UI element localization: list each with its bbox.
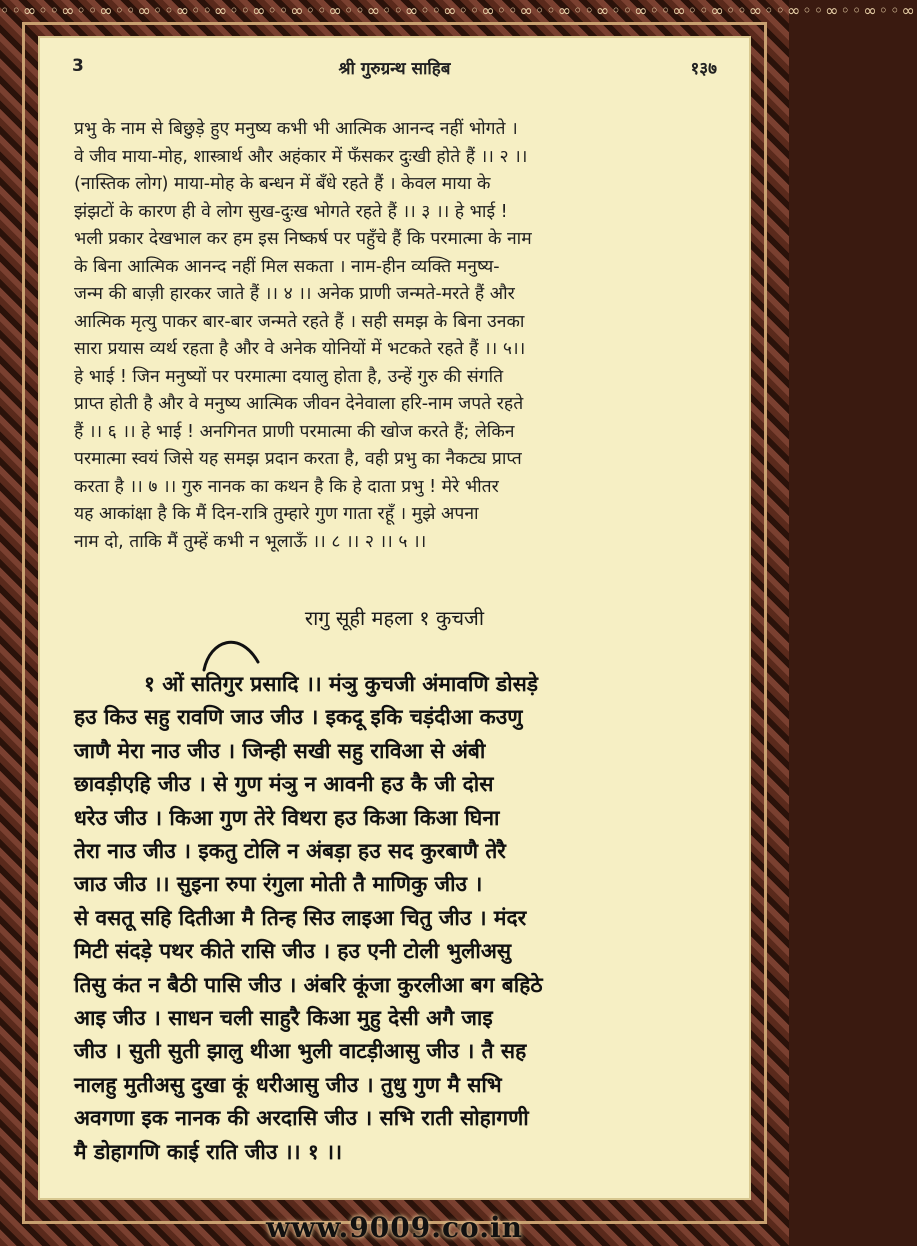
translation-line: प्राप्त होती है और वे मनुष्य आत्मिक जीवन देनेवाला हरि-नाम जपते रहते bbox=[74, 394, 524, 414]
translation-line: भली प्रकार देखभाल कर हम इस निष्कर्ष पर पहुँचे हैं कि परमात्मा के नाम bbox=[74, 229, 532, 249]
onkar-arc-mark bbox=[196, 632, 266, 672]
translation-line: के बिना आत्मिक आनन्द नहीं मिल सकता । नाम-हीन व्यक्ति मनुष्य- bbox=[74, 256, 500, 277]
gurbani-line: मै डोहागणि काई राति जीउ ।। १ ।। bbox=[74, 1139, 343, 1164]
gurbani-line: जाणै मेरा नाउ जीउ । जिन्ही सखी सहु राविआ से अंबी bbox=[74, 738, 486, 763]
book-page bbox=[38, 36, 751, 1200]
gurbani-line: तिसु कंत न बैठी पासि जीउ । अंबरि कूंजा कुरलीआ बग बहिठे bbox=[74, 972, 543, 997]
gurbani-line: जीउ । सुती सुती झालु थीआ भुली वाटड़ीआसु जीउ । तै सह bbox=[74, 1039, 527, 1064]
page-header bbox=[38, 56, 751, 86]
translation-line: परमात्मा स्वयं जिसे यह समझ प्रदान करता है, वही प्रभु का नैकट्य प्राप्त bbox=[74, 449, 522, 469]
translation-text bbox=[74, 116, 722, 556]
translation-line: हे भाई ! जिन मनुष्यों पर परमात्मा दयालु होता है, उन्हें गुरु की संगति bbox=[74, 366, 504, 387]
site-watermark[interactable]: www.9009.co.in bbox=[266, 1211, 523, 1244]
page-title: श्री गुरुग्रन्थ साहिब bbox=[338, 59, 451, 79]
gurbani-line: आइ जीउ । साधन चली साहुरै किआ मुहु देसी अगै जाइ bbox=[74, 1006, 493, 1031]
translation-line: करता है ।। ७ ।। गुरु नानक का कथन है कि हे दाता प्रभु ! मेरे भीतर bbox=[74, 476, 499, 497]
gurbani-line: धरेउ जीउ । किआ गुण तेरे विथरा हउ किआ किआ घिना bbox=[74, 805, 500, 830]
gurbani-line: अवगणा इक नानक की अरदासि जीउ । सभि राती सोहागणी bbox=[74, 1106, 529, 1131]
gurbani-line: हउ किउ सहु रावणि जाउ जीउ । इकदू इकि चड़ंदीआ कउणु bbox=[74, 705, 523, 730]
translation-line: आत्मिक मृत्यु पाकर बार-बार जन्मते रहते हैं । सही समझ के बिना उनका bbox=[74, 311, 525, 332]
translation-line: प्रभु के नाम से बिछुड़े हुए मनुष्य कभी भी आत्मिक आनन्द नहीं भोगते । bbox=[74, 119, 518, 139]
translation-line: (नास्तिक लोग) माया-मोह के बन्धन में बँधे रहते हैं । केवल माया के bbox=[74, 174, 491, 194]
translation-line: हैं ।। ६ ।। हे भाई ! अनगिनत प्राणी परमात्मा की खोज करते हैं; लेकिन bbox=[74, 421, 515, 442]
page-number-left: 3 bbox=[72, 56, 84, 76]
gurbani-line: नालहु मुतीअसु दुखा कूं धरीआसु जीउ । तुधु गुण मै सभि bbox=[74, 1072, 502, 1097]
gurbani-line: जाउ जीउ ।। सुइना रुपा रंगुला मोती तै माणिकु जीउ । bbox=[74, 872, 483, 897]
gurbani-line: छावड़ीएहि जीउ । से गुण मंञु न आवनी हउ कै जी दोस bbox=[74, 772, 494, 797]
gurbani-line: तेरा नाउ जीउ । इकतु टोलि न अंबड़ा हउ सद कुरबाणै तेरै bbox=[74, 839, 506, 864]
gurbani-line: से वसतू सहि दितीआ मै तिन्ह सिउ लाइआ चितु जीउ । मंदर bbox=[74, 905, 527, 930]
translation-line: यह आकांक्षा है कि मैं दिन-रात्रि तुम्हारे गुण गाता रहूँ । मुझे अपना bbox=[74, 504, 479, 524]
translation-line: नाम दो, ताकि मैं तुम्हें कभी न भूलाऊँ ।। ८ ।। २ ।। ५ ।। bbox=[74, 531, 427, 552]
translation-line: सारा प्रयास व्यर्थ रहता है और वे अनेक योनियों में भटकते रहते हैं ।। ५।। bbox=[74, 339, 526, 359]
top-ornament: ◦◦∞◦◦∞◦◦∞◦◦∞◦◦∞◦◦∞◦◦∞◦◦∞◦◦∞◦◦∞◦◦∞◦◦∞◦◦∞◦◦∞◦◦∞◦◦∞◦◦∞◦◦∞◦◦∞◦◦∞◦◦∞◦◦∞◦◦∞◦◦∞ bbox=[0, 1, 917, 20]
section-heading: रागु सूही महला १ कुचजी bbox=[304, 606, 485, 630]
page-number-right: १३७ bbox=[690, 59, 717, 79]
gurbani-text bbox=[74, 668, 722, 1169]
translation-line: जन्म की बाज़ी हारकर जाते हैं ।। ४ ।। अनेक प्राणी जन्मते-मरते हैं और bbox=[74, 284, 515, 304]
gurbani-line: मिटी संदड़े पथर कीते रासि जीउ । हउ एनी टोली भुलीअसु bbox=[74, 939, 512, 964]
translation-line: झंझटों के कारण ही वे लोग सुख-दुःख भोगते रहते हैं ।। ३ ।। हे भाई ! bbox=[74, 201, 508, 222]
translation-line: वे जीव माया-मोह, शास्त्रार्थ और अहंकार में फँसकर दुःखी होते हैं ।। २ ।। bbox=[74, 146, 528, 167]
gurbani-line: १ ओं सतिगुर प्रसादि ।। मंञु कुचजी अंमावणि डोसड़े bbox=[144, 672, 539, 696]
